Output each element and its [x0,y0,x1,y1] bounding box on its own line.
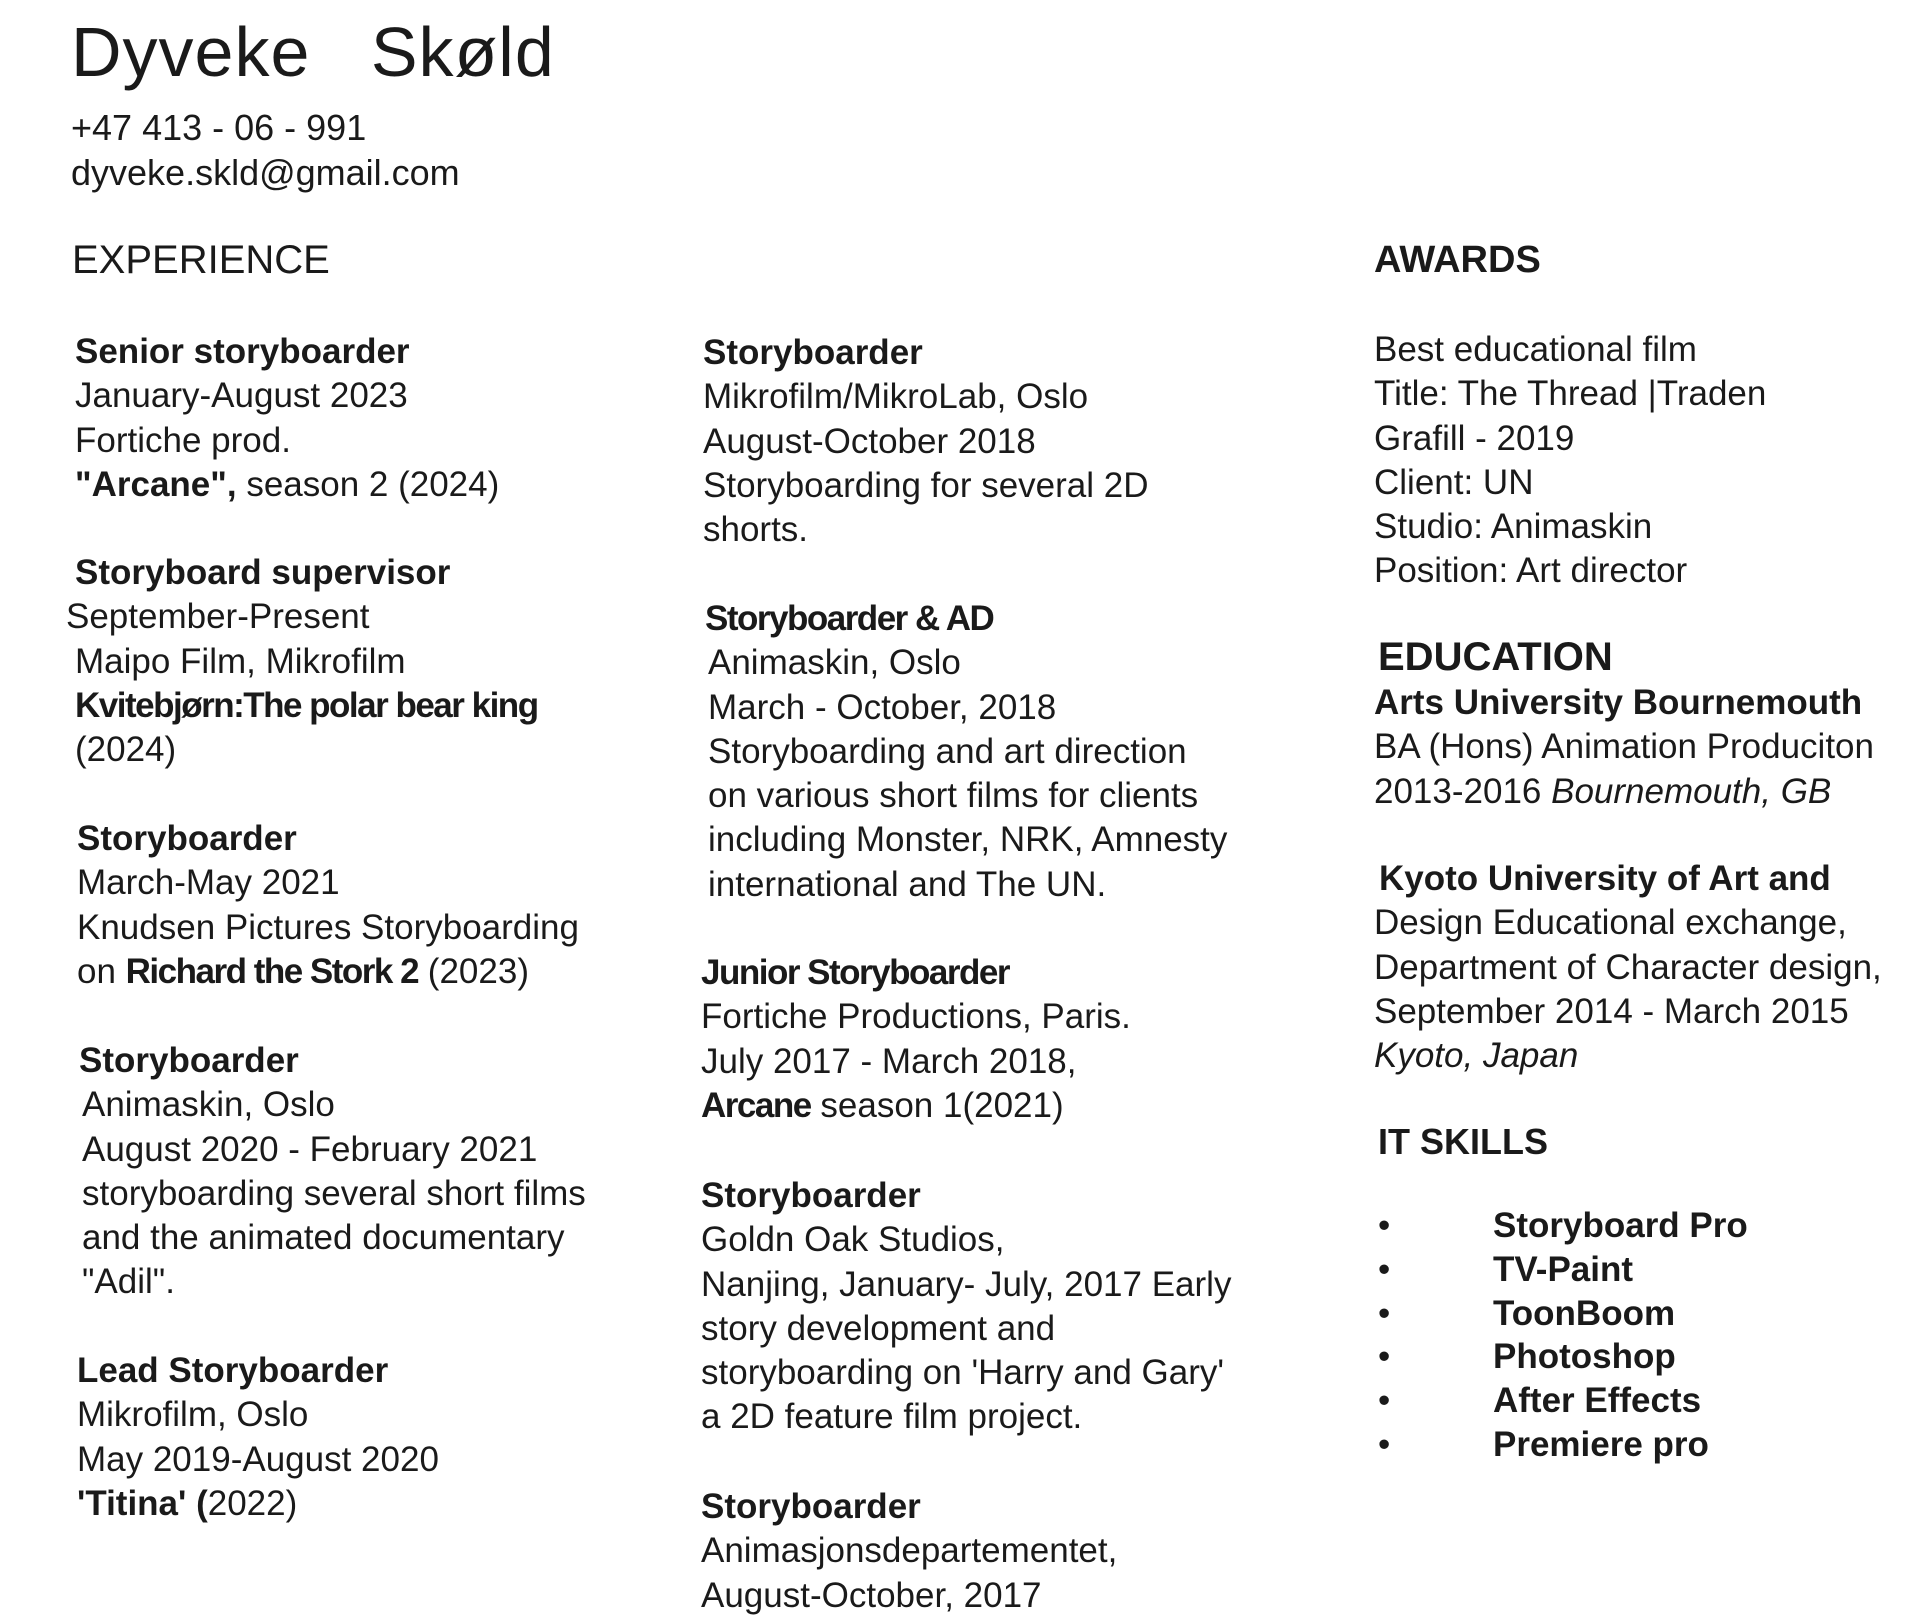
award-detail: Title: The Thread |Traden [1374,374,1767,414]
job-title: Storyboarder [703,333,923,372]
job-detail: on various short films for clients [708,776,1199,816]
job-title: Storyboarder & AD [705,599,994,638]
project-detail: season 2 (2024) [236,464,500,504]
project-title: 'Titina' ( [77,1483,208,1523]
job-detail: Nanjing, January- July, 2017 Early [701,1264,1232,1304]
education-entry [1374,857,1882,1078]
job-detail: March - October, 2018 [708,687,1057,727]
bullet-icon: • [1378,1381,1391,1421]
school-detail: Design Educational exchange, [1374,903,1847,943]
job-title: Storyboarder [79,1041,299,1080]
experience-middle-column [701,951,1131,1128]
project-title: "Arcane", [75,464,237,504]
job-detail: Knudsen Pictures Storyboarding [77,907,579,947]
job-detail: storyboarding on 'Harry and Gary' [701,1353,1225,1393]
job-title: Junior Storyboarder [701,953,1009,992]
experience-entry [703,331,1149,552]
project-detail: (2023) [418,951,529,991]
it-skills-heading: IT SKILLS [1378,1121,1548,1162]
project-prefix: on [77,951,126,991]
school-years: 2013-2016 [1374,771,1552,811]
project-title: Richard the Stork 2 [125,951,419,991]
job-detail: August 2020 - February 2021 [82,1129,538,1169]
job-detail: May 2019-August 2020 [77,1439,439,1479]
bullet-icon: • [1378,1424,1391,1464]
bullet-icon: • [1378,1206,1391,1245]
school-detail: Department of Character design, [1374,947,1882,987]
school-name: Arts University Bournemouth [1374,683,1863,722]
job-detail: Animasjonsdepartementet, [701,1531,1118,1571]
job-detail: July 2017 - March 2018, [701,1041,1077,1081]
awards-block [1374,328,1766,594]
job-detail: Fortiche prod. [75,420,291,460]
skill-name: Photoshop [1493,1337,1676,1377]
experience-left-column [79,1039,586,1305]
bullet-icon: • [1378,1293,1391,1333]
job-detail: Goldn Oak Studios, [701,1220,1005,1260]
job-detail: Animaskin, Oslo [82,1085,335,1125]
job-detail: August-October, 2017 [701,1575,1042,1615]
job-detail: January-August 2023 [75,376,408,416]
job-detail: Mikrofilm, Oslo [77,1395,309,1435]
job-detail: international and The UN. [708,864,1107,904]
job-detail: and the animated documentary [82,1218,565,1258]
experience-entry [66,551,538,772]
person-name: Dyveke Skøld [71,13,555,91]
award-detail: Studio: Animaskin [1374,507,1653,547]
job-detail: Animaskin, Oslo [708,643,961,683]
project-detail: (2024) [75,730,177,770]
school-location: Bournemouth, GB [1551,771,1832,811]
job-detail: Maipo Film, Mikrofilm [75,641,406,681]
awards-heading: AWARDS [1374,239,1541,281]
job-detail: a 2D feature film project. [701,1397,1083,1437]
experience-left-column [66,551,538,772]
school-location: Kyoto, Japan [1374,1036,1579,1076]
job-detail: story development and [701,1308,1056,1348]
job-detail: storyboarding several short films [82,1173,586,1213]
experience-middle-column [701,1485,1117,1618]
school-detail: September 2014 - March 2015 [1374,991,1849,1031]
experience-entry [75,330,499,507]
job-title: Storyboarder [77,819,297,858]
job-project [701,1084,1131,1128]
experience-middle-column [701,1174,1231,1440]
education-heading: EDUCATION [1378,635,1613,679]
job-detail: Fortiche Productions, Paris. [701,997,1131,1037]
school-detail: BA (Hons) Animation Produciton [1374,727,1874,767]
skill-name: After Effects [1493,1381,1702,1421]
award-detail: Grafill - 2019 [1374,418,1575,458]
job-detail: "Adil". [82,1262,175,1302]
award-detail: Client: UN [1374,462,1534,502]
experience-middle-column [705,597,1227,907]
experience-left-column [77,1349,439,1526]
education-entry [1374,681,1874,814]
job-detail: Storyboarding and art direction [708,731,1187,771]
experience-entry [77,817,579,994]
experience-heading: EXPERIENCE [72,238,330,282]
skill-name: TV-Paint [1493,1249,1634,1289]
job-project [77,950,579,994]
job-detail: March-May 2021 [77,863,340,903]
job-title: Storyboarder [701,1176,921,1215]
job-detail: Mikrofilm/MikroLab, Oslo [703,377,1089,417]
phone-number: +47 413 - 06 - 991 [71,107,367,148]
job-detail: August-October 2018 [703,421,1036,461]
project-title: Arcane [701,1085,811,1125]
award-detail: Position: Art director [1374,551,1688,591]
job-title: Senior storyboarder [75,332,410,371]
experience-middle-column [703,331,1149,552]
project-detail: 2022) [207,1483,298,1523]
job-detail: Storyboarding for several 2D [703,465,1149,505]
experience-entry [701,1174,1231,1440]
experience-entry [701,1485,1117,1618]
experience-entry [79,1039,586,1305]
job-title: Storyboarder [701,1487,921,1526]
bullet-icon: • [1378,1337,1391,1377]
experience-entry [701,951,1131,1128]
job-title: Lead Storyboarder [77,1351,389,1390]
job-title: Storyboard supervisor [75,553,451,592]
job-detail: September-Present [66,597,370,637]
project-title: Kvitebjørn:The polar bear king [75,685,538,725]
experience-left-column [77,817,579,994]
project-detail: season 1(2021) [810,1085,1064,1125]
job-project [75,463,499,507]
skill-name: Storyboard Pro [1493,1206,1748,1245]
skill-name: Premiere pro [1493,1424,1709,1464]
bullet-icon: • [1378,1249,1391,1289]
experience-entry [705,597,1227,907]
job-detail: shorts. [703,510,809,550]
skill-name: ToonBoom [1493,1293,1676,1333]
award-detail: Best educational film [1374,330,1697,369]
job-detail: including Monster, NRK, Amnesty [708,820,1228,860]
job-project [77,1482,439,1526]
experience-left-column [75,330,499,507]
experience-entry [77,1349,439,1526]
email-address: dyveke.skld@gmail.com [71,152,460,193]
school-name: Kyoto University of Art and [1379,859,1831,898]
